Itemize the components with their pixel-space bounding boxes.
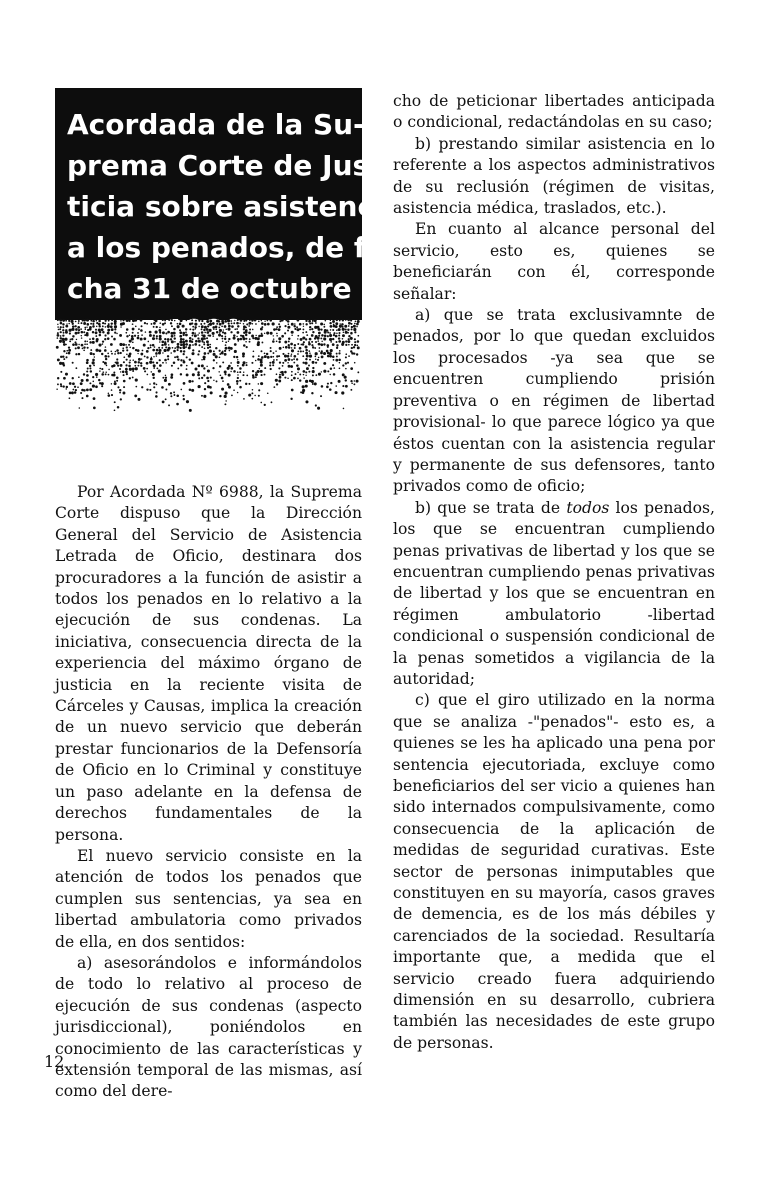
- right-paragraph-4: a) que se trata exclusivamnte de penados, por lo que quedan excluidos los procesados -ya sea que se encuentren cumpliendo prisión preventiva o en régimen de libertad provisional- lo que parece lógico ya que éstos cuentan con la asistencia regular y permanente de sus defensores, tanto privados como de oficio;: [393, 306, 715, 496]
- right-paragraph-2: b) prestando similar asistencia en lo referente a los aspectos administrativos de su reclusión (régimen de visitas, asistencia médica, traslados, etc.).: [393, 134, 715, 218]
- title-line-5: cha 31 de octubre de: [67, 272, 401, 305]
- right-paragraph-3: En cuanto al alcance personal del servicio, esto es, quienes se beneficiarán con él, corresponde señalar:: [393, 220, 715, 303]
- right-column: [393, 91, 715, 1054]
- right-paragraph-5: [393, 498, 715, 691]
- title-line-4: a los penados, de fe-: [67, 231, 397, 264]
- left-paragraph-1: Por Acordada Nº 6988, la Suprema Corte dispuso que la Dirección General del Servicio de Asistencia Letrada de Oficio, destinara dos procuradores a la función de asistir a todos los penados en lo relativo a la ejecución de sus condenas. La iniciativa, consecuencia directa de la experiencia del máximo órgano de justicia en la reciente visita de Cárceles y Causas, implica la creación de un nuevo servicio que deberán prestar funcionarios de la Defensoría de Oficio en lo Criminal y constituye un paso adelante en la defensa de derechos fundamentales de la persona.: [55, 483, 362, 844]
- right-paragraph-5-end: los penados, los que se encuentran cumpliendo penas privativas de libertad y los que se encuentran cumpliendo penas privativas de libertad y los que se encuentran en régimen ambulatorio -libertad condicional o suspensión condicional de la penas sometidos a vigilancia de la autoridad;: [393, 498, 715, 688]
- right-paragraph-5-emphasis: todos: [566, 498, 610, 517]
- page-number: 12: [44, 1052, 65, 1071]
- right-paragraph-1: cho de peticionar libertades anticipada o condicional, redactándolas en su caso;: [393, 92, 715, 132]
- left-column: [55, 482, 362, 1103]
- halftone-decoration: [55, 318, 362, 418]
- left-paragraph-3: a) asesorándolos e informándolos de todo lo relativo al proceso de ejecución de sus condenas (aspecto jurisdiccional), poniéndolos en conocimiento de las características y extensión temporal de las mismas, así como del dere-: [55, 953, 362, 1101]
- right-paragraph-6: c) que el giro utilizado en la norma que se analiza -"penados"- esto es, a quienes se les ha aplicado una pena por sentencia ejecutoriada, excluye como beneficiarios del ser vicio a quienes han sido internados compulsivamente, como consecuencia de la aplicación de medidas de seguridad curativas. Este sector de personas inimputables que constituyen en su mayoría, casos graves de demencia, es de los más débiles y carenciados de la sociedad. Resultaría importante que, a medida que el servicio creado fuera adquiriendo dimensión en su desarrollo, cubriera también las necesidades de este grupo de personas.: [393, 691, 715, 1052]
- title-line-3: ticia sobre asistencia: [67, 190, 403, 223]
- right-paragraph-5-start: b) que se trata de: [415, 498, 567, 517]
- title-box: [55, 88, 403, 320]
- title-line-1: Acordada de la Su-: [67, 108, 365, 141]
- title-line-2: prema Corte de Jus-: [67, 149, 381, 182]
- left-paragraph-2: El nuevo servicio consiste en la atención de todos los penados que cumplen sus sentencias, ya sea en libertad ambulatoria como privados de ella, en dos sentidos:: [55, 846, 362, 951]
